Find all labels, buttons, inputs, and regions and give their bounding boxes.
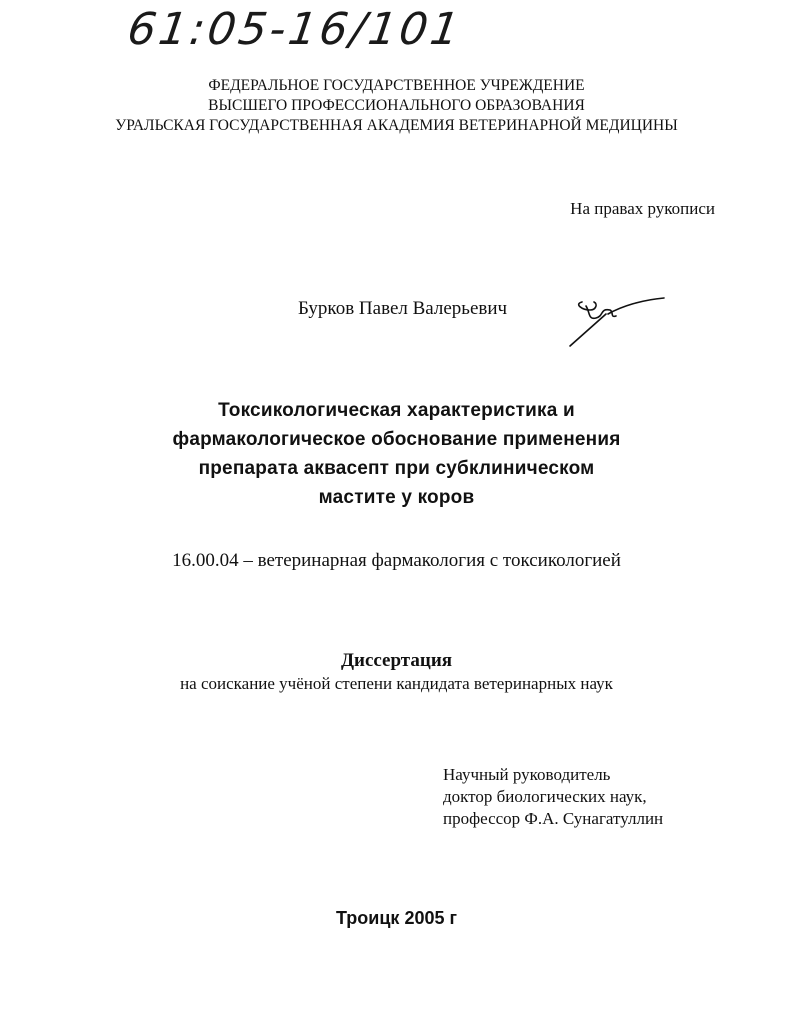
city-year: Троицк 2005 г [336,908,457,928]
dissertation-title [0,396,793,512]
archive-number: 61:05-16/101 [124,4,466,55]
document-type: Диссертация [340,650,453,671]
signature-icon [560,288,670,350]
institution-line: ВЫСШЕГО ПРОФЕССИОНАЛЬНОГО ОБРАЗОВАНИЯ [208,97,585,114]
supervisor-degree: доктор биологических наук, [443,787,647,806]
author-name: Бурков Павел Валерьевич [298,298,508,319]
title-line: препарата аквасепт при субклиническом [198,458,595,479]
institution-header [0,76,793,136]
rights-note: На правах рукописи [570,199,715,218]
supervisor-role: Научный руководитель [443,765,611,784]
institution-line: ФЕДЕРАЛЬНОЕ ГОСУДАРСТВЕННОЕ УЧРЕЖДЕНИЕ [208,77,585,94]
supervisor-name: профессор Ф.А. Сунагатуллин [443,809,664,828]
title-line: Токсикологическая характеристика и [218,400,575,421]
specialty-code: 16.00.04 – ветеринарная фармакология с токсикологией [172,550,621,571]
supervisor-block [443,764,663,830]
title-line: мастите у коров [318,487,475,508]
title-line: фармакологическое обоснование применения [172,429,621,450]
institution-line: УРАЛЬСКАЯ ГОСУДАРСТВЕННАЯ АКАДЕМИЯ ВЕТЕРИНАРНОЙ МЕДИЦИНЫ [115,117,678,134]
degree-line: на соискание учёной степени кандидата ветеринарных наук [180,674,613,693]
